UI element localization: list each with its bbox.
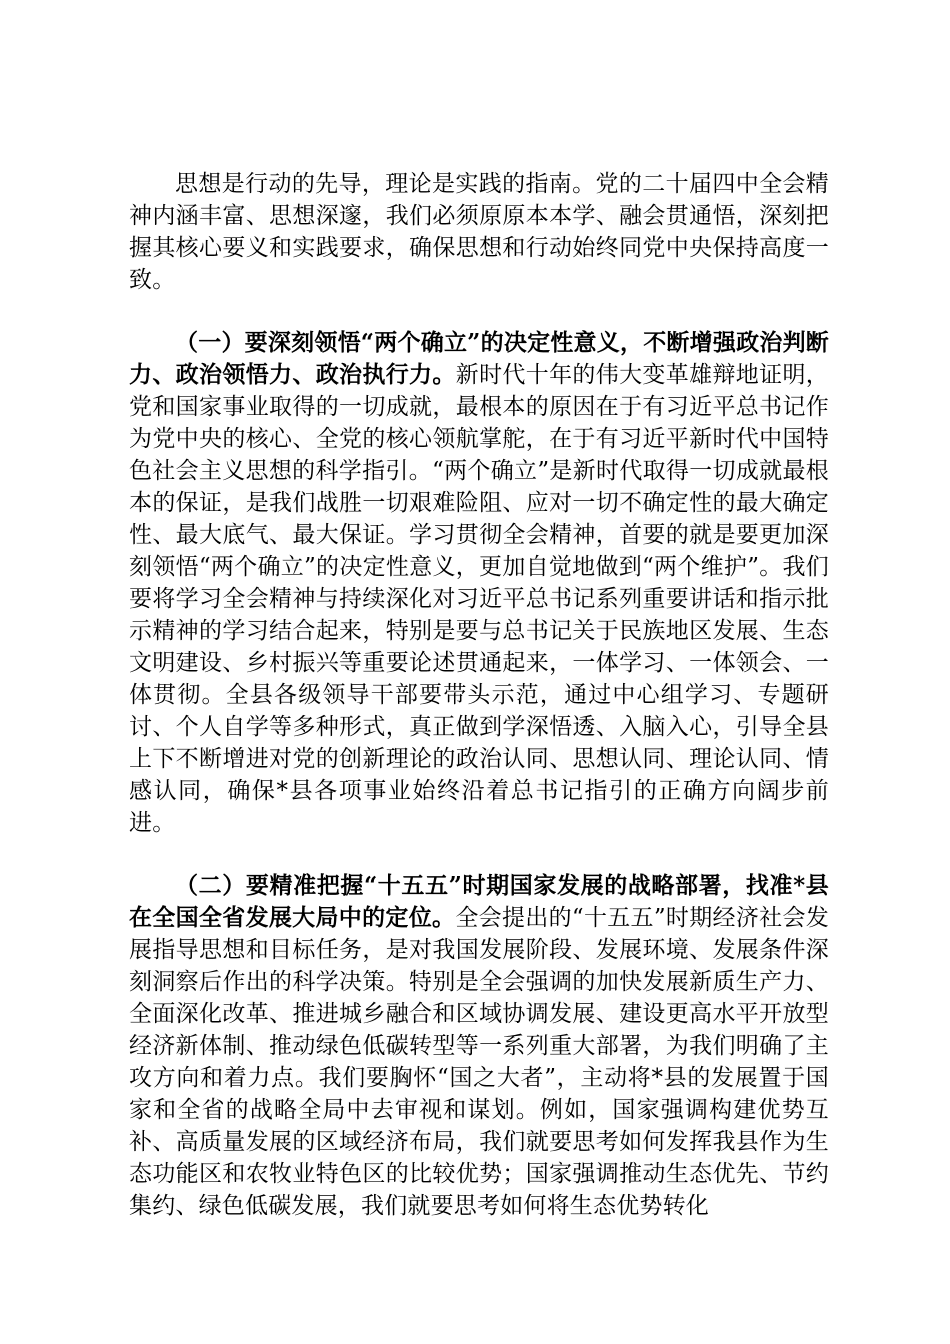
paragraph-intro-text: 思想是行动的先导，理论是实践的指南。党的二十届四中全会精神内涵丰富、思想深邃，我们必须原原本本学、融会贯通悟，深刻把握其核心要义和实践要求，确保思想和行动始终同党中央保持高度一致。: [129, 171, 829, 293]
paragraph-section-2: [129, 870, 829, 1222]
paragraph-gap: [129, 296, 829, 327]
paragraph-gap: [129, 839, 829, 870]
section-2-text: 全会提出的“十五五”时期经济社会发展指导思想和目标任务，是对我国发展阶段、发展环境、发展条件深刻洞察后作出的科学决策。特别是全会强调的加快发展新质生产力、全面深化改革、推进城乡融合和区域协调发展、建设更高水平开放型经济新体制、推动绿色低碳转型等一系列重大部署，为我们明确了主攻方向和着力点。我们要胸怀“国之大者”，主动将*县的发展置于国家和全省的战略全局中去审视和谋划。例如，国家强调构建优势互补、高质量发展的区域经济布局，我们就要思考如何发挥我县作为生态功能区和农牧业特色区的比较优势；国家强调推动生态优先、节约集约、绿色低碳发展，我们就要思考如何将生态优势转化: [129, 905, 829, 1219]
paragraph-intro: [129, 168, 829, 296]
document-body: [129, 168, 829, 1222]
section-1-heading: （一）要深刻领悟“两个确立”的决定性意义，不断增强政治判断力、政治领悟力、政治执行力。: [129, 329, 829, 388]
section-2-heading: （二）要精准把握“十五五”时期国家发展的战略部署，找准*县在全国全省发展大局中的定位。: [129, 872, 829, 931]
section-1-text: 新时代十年的伟大变革雄辩地证明，党和国家事业取得的一切成就，最根本的原因在于有习近平总书记作为党中央的核心、全党的核心领航掌舵，在于有习近平新时代中国特色社会主义思想的科学指引。“两个确立”是新时代取得一切成就最根本的保证，是我们战胜一切艰难险阻、应对一切不确定性的最大确定性、最大底气、最大保证。学习贯彻全会精神，首要的就是要更加深刻领悟“两个确立”的决定性意义，更加自觉地做到“两个维护”。我们要将学习全会精神与持续深化对习近平总书记系列重要讲话和指示批示精神的学习结合起来，特别是要与总书记关于民族地区发展、生态文明建设、乡村振兴等重要论述贯通起来，一体学习、一体领会、一体贯彻。全县各级领导干部要带头示范，通过中心组学习、专题研讨、个人自学等多种形式，真正做到学深悟透、入脑入心，引导全县上下不断增进对党的创新理论的政治认同、思想认同、理论认同、情感认同，确保*县各项事业始终沿着总书记指引的正确方向阔步前进。: [129, 362, 829, 836]
paragraph-section-1: [129, 327, 829, 839]
